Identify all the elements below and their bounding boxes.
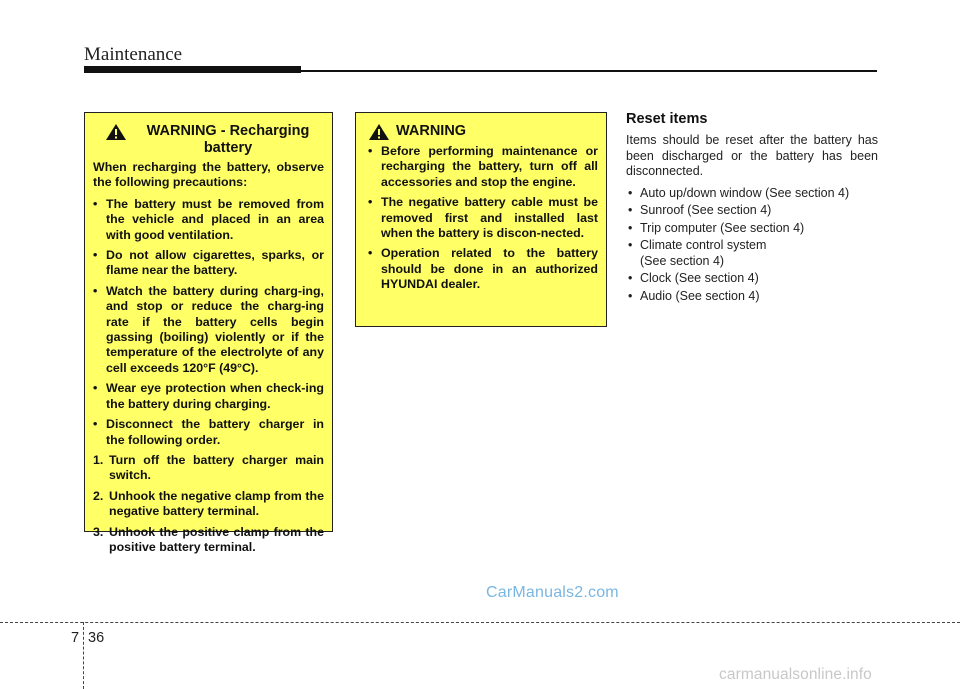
warning-box-general [355, 112, 607, 327]
list-item: • Clock (See section 4) [626, 271, 878, 287]
warning-subtitle: battery [203, 140, 253, 156]
list-item: • Climate control system (See section 4) [626, 238, 878, 269]
warning-triangle-icon [368, 123, 390, 141]
step-item [93, 525, 324, 556]
page-header-title: Maintenance [84, 44, 183, 65]
watermark-text: carmanualsonline.info [719, 666, 872, 683]
warning-heading [368, 123, 598, 141]
list-item: • Trip computer (See section 4) [626, 221, 878, 237]
step-text: Turn off the battery charger main switch. [109, 452, 324, 483]
list-item: • Do not allow cigarettes, sparks, or flame near the battery. [93, 248, 324, 279]
warning-box-recharging [84, 112, 333, 554]
watermark-link[interactable]: CarManuals2.com [486, 584, 619, 601]
warning-title: WARNING [396, 123, 467, 139]
step-text: Unhook the negative clamp from the negative battery terminal. [109, 488, 324, 519]
warning-bullet-list [368, 144, 598, 293]
step-number: 3. [93, 524, 104, 539]
chapter-number: 7 [71, 630, 80, 646]
header-rule-thin [301, 70, 877, 72]
list-item: • Auto up/down window (See section 4) [626, 186, 878, 202]
list-item: • The negative battery cable must be removed first and installed last when the battery is discon-nected. [368, 195, 598, 241]
list-item: • Audio (See section 4) [626, 289, 878, 305]
list-item: • Watch the battery during charg-ing, and stop or reduce the charg-ing rate if the battery cells begin gassing (boiling) violently or if the temperature of the electrolyte of any cell exceeds 120°F (49°C). [93, 284, 324, 376]
footer-divider [83, 622, 84, 689]
list-item: • Before performing maintenance or recharging the battery, turn off all accessories and stop the engine. [368, 144, 598, 190]
section-title: Reset items [626, 111, 708, 127]
reset-item-list [626, 186, 878, 305]
list-item: • The battery must be removed from the vehicle and placed in an area with good ventilation. [93, 197, 324, 243]
list-item: • Wear eye protection when check-ing the battery during charging. [93, 381, 324, 412]
step-text: Unhook the positive clamp from the positive battery terminal. [109, 524, 324, 554]
list-item: • Operation related to the battery should be done in an authorized HYUNDAI dealer. [368, 246, 598, 292]
step-number: 2. [93, 488, 104, 503]
warning-title: WARNING - Recharging [146, 123, 310, 139]
step-item [93, 489, 324, 520]
header-rule-thick [84, 66, 301, 73]
warning-triangle-icon [105, 123, 127, 141]
page-number: 36 [88, 630, 105, 646]
warning-intro: When recharging the battery, observe the following precautions: [93, 160, 324, 190]
warning-step-list [93, 453, 324, 555]
warning-heading [93, 123, 324, 157]
section-intro: Items should be reset after the battery has been discharged or the battery has been disconnected. [626, 133, 878, 178]
footer-rule [0, 622, 960, 623]
list-item: • Disconnect the battery charger in the following order. [93, 417, 324, 448]
reset-items-section [626, 111, 878, 306]
step-item [93, 453, 324, 484]
list-item: • Sunroof (See section 4) [626, 203, 878, 219]
warning-bullet-list [93, 197, 324, 448]
step-number: 1. [93, 452, 104, 467]
list-item-sub: (See section 4) [640, 253, 725, 268]
